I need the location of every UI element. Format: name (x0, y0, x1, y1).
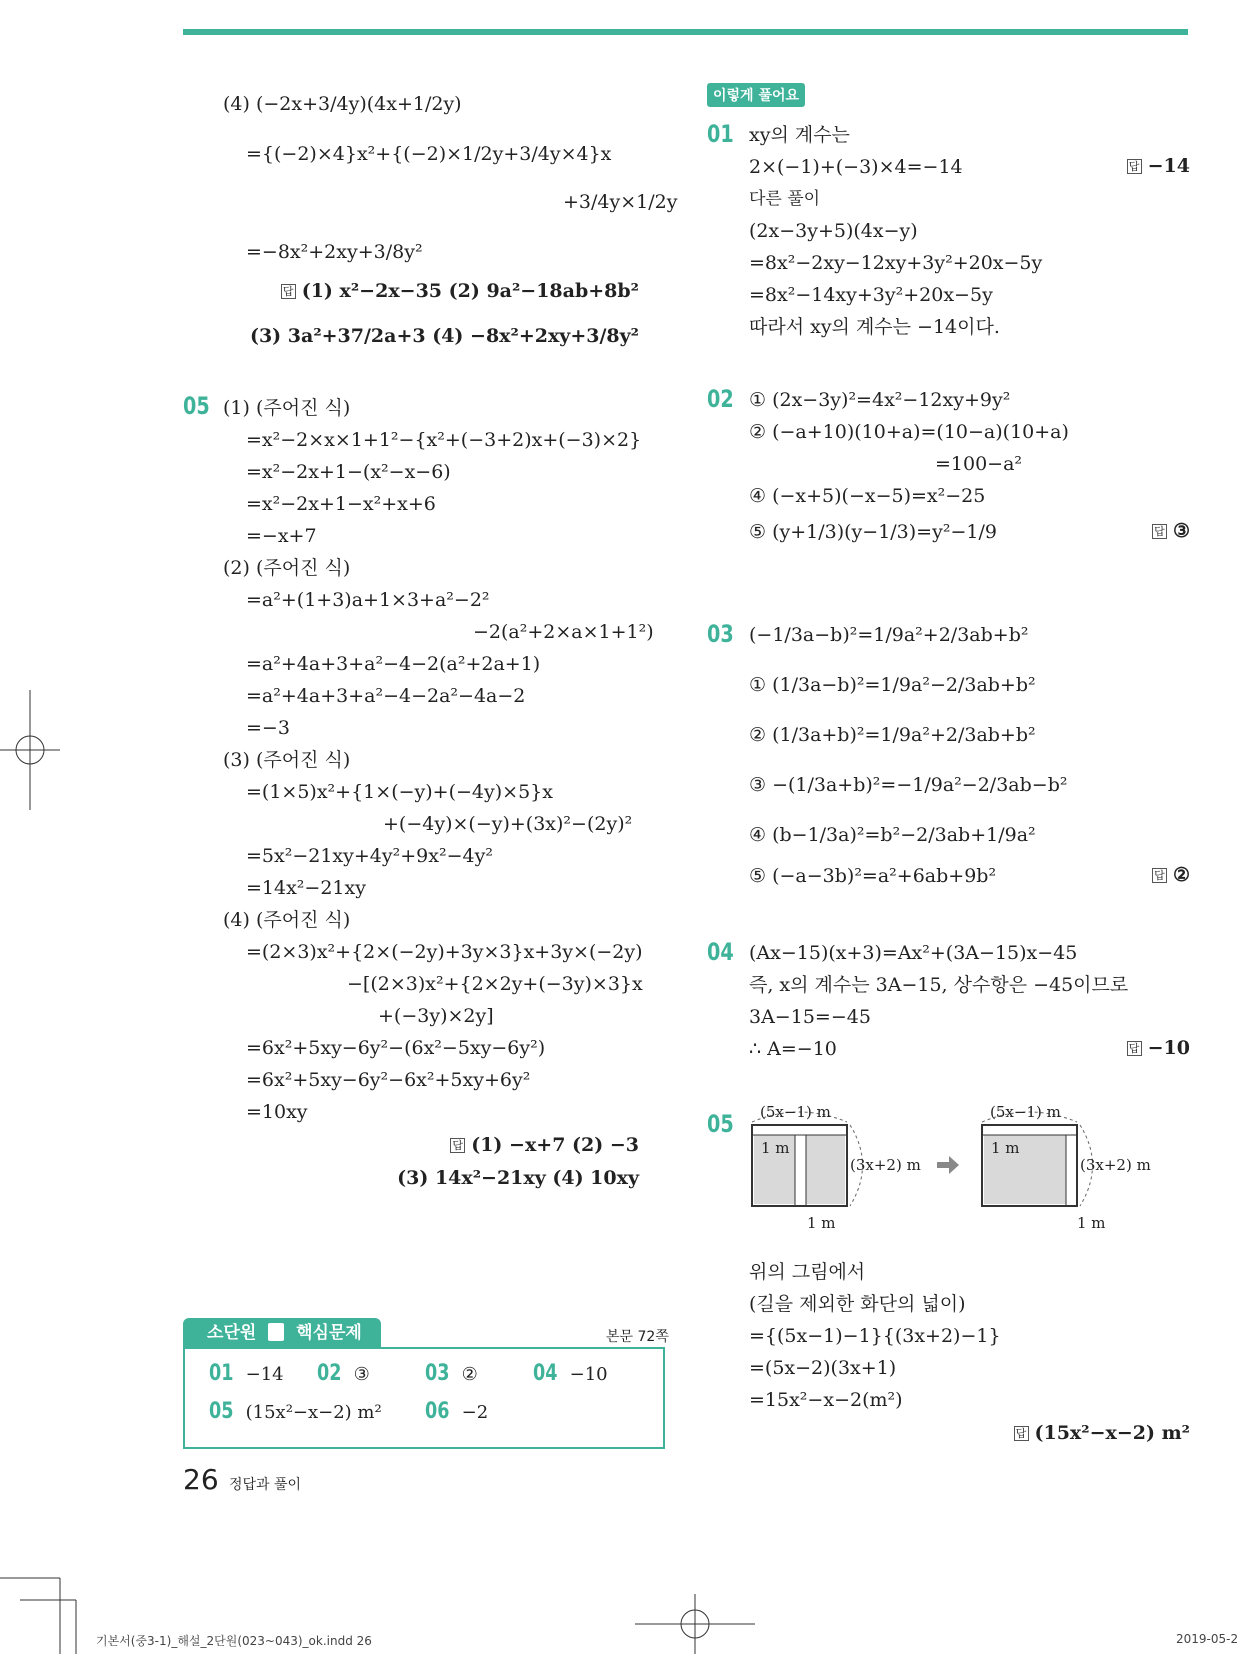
p4-line-2: ={(−2)×4}x²+{(−2)×1/2y+3/4y×4}x (246, 143, 612, 165)
q01-line: 다른 풀이 (749, 189, 821, 209)
q01-number: 01 (707, 120, 734, 148)
p4-line-1: (4) (−2x+3/4y)(4x+1/2y) (223, 93, 462, 115)
width-label-right: (5x−1) m (990, 1103, 1061, 1121)
q01-line: (2x−3y+5)(4x−y) (749, 220, 918, 242)
height-label-left: (3x+2) m (850, 1156, 921, 1174)
summary-item: 01 −14 (209, 1361, 284, 1386)
answer-04-part-b: (3) 3a²+37/2a+3 (4) −8x²+2xy+3/8y² (249, 325, 639, 347)
answer-mark-icon: 답 (281, 284, 296, 299)
q05-line: =6x²+5xy−6y²−6x²+5xy+6y² (246, 1069, 531, 1091)
q04-answer: 답 −10 (1127, 1037, 1190, 1059)
q05r-line: ={(5x−1)−1}{(3x+2)−1} (749, 1325, 1001, 1347)
q05-line: =a²+(1+3)a+1×3+a²−2² (246, 589, 490, 611)
road-label-top-right: 1 m (991, 1139, 1020, 1157)
top-accent-bar (183, 29, 1188, 35)
p4-line-3: +3/4y×1/2y (563, 191, 678, 213)
q05-line: (4) (주어진 식) (223, 909, 351, 931)
q05r-answer: 답 (15x²−x−2) m² (1014, 1422, 1191, 1444)
q04-number: 04 (707, 938, 734, 966)
q03-line: (−1/3a−b)²=1/9a²+2/3ab+b² (749, 624, 1029, 646)
q02-line: ④ (−x+5)(−x−5)=x²−25 (749, 485, 986, 507)
q05-line: +(−3y)×2y] (378, 1005, 494, 1027)
answer-mark-icon: 답 (450, 1138, 465, 1153)
q05-line: =x²−2x+1−x²+x+6 (246, 493, 436, 515)
q05-line: =6x²+5xy−6y²−(6x²−5xy−6y²) (246, 1037, 546, 1059)
footer-file: 기본서(중3-1)_해설_2단원(023~043)_ok.indd 26 (96, 1634, 372, 1648)
registration-mark-left (0, 690, 70, 810)
q05-line: =a²+4a+3+a²−4−2(a²+2a+1) (246, 653, 541, 675)
summary-item: 02 ③ (317, 1361, 370, 1386)
page-number: 26 (183, 1463, 219, 1496)
q05-number: 05 (183, 392, 210, 420)
q05-line: =14x²−21xy (246, 877, 366, 899)
q01-line: =8x²−2xy−12xy+3y²+20x−5y (749, 252, 1043, 274)
registration-mark-bottom (630, 1594, 760, 1654)
answer-05-part-b: (3) 14x²−21xy (4) 10xy (397, 1167, 639, 1189)
q03-line: ④ (b−1/3a)²=b²−2/3ab+1/9a² (749, 824, 1036, 846)
answer-04-part-a: 답 (1) x²−2x−35 (2) 9a²−18ab+8b² (281, 280, 639, 302)
q05-line: (1) (주어진 식) (223, 397, 351, 419)
arrow-right-icon (937, 1156, 959, 1174)
q02-number: 02 (707, 385, 734, 413)
q05-line: =(2×3)x²+{2×(−2y)+3y×3}x+3y×(−2y) (246, 941, 643, 963)
q03-line: ② (1/3a+b)²=1/9a²+2/3ab+b² (749, 724, 1036, 746)
q05-line: =x²−2x+1−(x²−x−6) (246, 461, 451, 483)
q05r-line: (길을 제외한 화단의 넓이) (749, 1293, 966, 1315)
q05-line: =(1×5)x²+{1×(−y)+(−4y)×5}x (246, 781, 553, 803)
q04-line: 3A−15=−45 (749, 1006, 871, 1028)
p4-line-4: =−8x²+2xy+3/8y² (246, 241, 423, 263)
q01-line: xy의 계수는 (749, 124, 850, 146)
garden-figure (747, 1100, 1177, 1240)
q02-line: =100−a² (935, 453, 1023, 475)
summary-tab (183, 1318, 381, 1348)
summary-page-ref: 본문 72쪽 (606, 1329, 669, 1345)
width-label-left: (5x−1) m (760, 1103, 831, 1121)
q05-line: =−x+7 (246, 525, 317, 547)
q01-line: =8x²−14xy+3y²+20x−5y (749, 284, 993, 306)
summary-item: 06 −2 (425, 1399, 489, 1424)
solution-badge: 이렇게 풀어요 (707, 83, 805, 107)
page-label: 정답과 풀이 (229, 1477, 302, 1493)
q03-number: 03 (707, 620, 734, 648)
q05-line: =a²+4a+3+a²−4−2a²−4a−2 (246, 685, 526, 707)
q03-line: ⑤ (−a−3b)²=a²+6ab+9b² (749, 865, 997, 887)
crop-mark-bottom-left (0, 1575, 80, 1654)
road-label-top-left: 1 m (761, 1139, 790, 1157)
q02-line: ⑤ (y+1/3)(y−1/3)=y²−1/9 (749, 521, 997, 543)
q05-line: (2) (주어진 식) (223, 557, 351, 579)
summary-tab-title: 핵심문제 (296, 1323, 362, 1343)
height-label-right: (3x+2) m (1080, 1156, 1151, 1174)
q05-line: =5x²−21xy+4y²+9x²−4y² (246, 845, 493, 867)
answer-mark-icon: 답 (1014, 1426, 1029, 1441)
road-label-bottom-left: 1 m (807, 1214, 836, 1232)
q04-line: (Ax−15)(x+3)=Ax²+(3A−15)x−45 (749, 942, 1078, 964)
q05-line: =−3 (246, 717, 290, 739)
summary-item: 03 ② (425, 1361, 478, 1386)
summary-item: 04 −10 (533, 1361, 608, 1386)
q05-line: =x²−2×x×1+1²−{x²+(−3+2)x+(−3)×2} (246, 429, 642, 451)
q04-line: ∴ A=−10 (749, 1038, 837, 1060)
q02-answer: 답 ③ (1152, 520, 1190, 542)
summary-tab-label: 소단원 (207, 1323, 257, 1343)
q05-line: (3) (주어진 식) (223, 749, 351, 771)
summary-box (183, 1347, 665, 1449)
q02-line: ① (2x−3y)²=4x²−12xy+9y² (749, 389, 1011, 411)
answer-mark-icon: 답 (1152, 868, 1167, 883)
answer-mark-icon: 답 (1127, 159, 1142, 174)
q05-line: −2(a²+2×a×1+1²) (473, 621, 654, 643)
q05-line: +(−4y)×(−y)+(3x)²−(2y)² (383, 813, 633, 835)
answer-mark-icon: 답 (1152, 524, 1167, 539)
q01-line: 2×(−1)+(−3)×4=−14 (749, 156, 963, 178)
answer-05-part-a: 답 (1) −x+7 (2) −3 (450, 1134, 639, 1156)
q05-line: −[(2×3)x²+{2×2y+(−3y)×3}x (347, 973, 643, 995)
q05r-line: 위의 그림에서 (749, 1261, 866, 1283)
q03-line: ③ −(1/3a+b)²=−1/9a²−2/3ab−b² (749, 774, 1068, 796)
answer-mark-icon: 답 (1127, 1041, 1142, 1056)
garden-bed-left-b (806, 1135, 845, 1204)
summary-item: 05 (15x²−x−2) m² (209, 1399, 382, 1424)
notebook-icon (268, 1323, 284, 1341)
footer-date: 2019-05-2 (1176, 1632, 1239, 1646)
road-label-bottom-right: 1 m (1077, 1214, 1106, 1232)
q03-line: ① (1/3a−b)²=1/9a²−2/3ab+b² (749, 674, 1036, 696)
q05r-number: 05 (707, 1110, 734, 1138)
q05r-line: =15x²−x−2(m²) (749, 1389, 903, 1411)
q05r-line: =(5x−2)(3x+1) (749, 1357, 897, 1379)
q05-line: =10xy (246, 1101, 308, 1123)
q01-line: 따라서 xy의 계수는 −14이다. (749, 316, 1000, 338)
q01-answer: 답 −14 (1127, 155, 1190, 177)
q03-answer: 답 ② (1152, 864, 1190, 886)
q02-line: ② (−a+10)(10+a)=(10−a)(10+a) (749, 421, 1069, 443)
q04-line: 즉, x의 계수는 3A−15, 상수항은 −45이므로 (749, 974, 1129, 996)
